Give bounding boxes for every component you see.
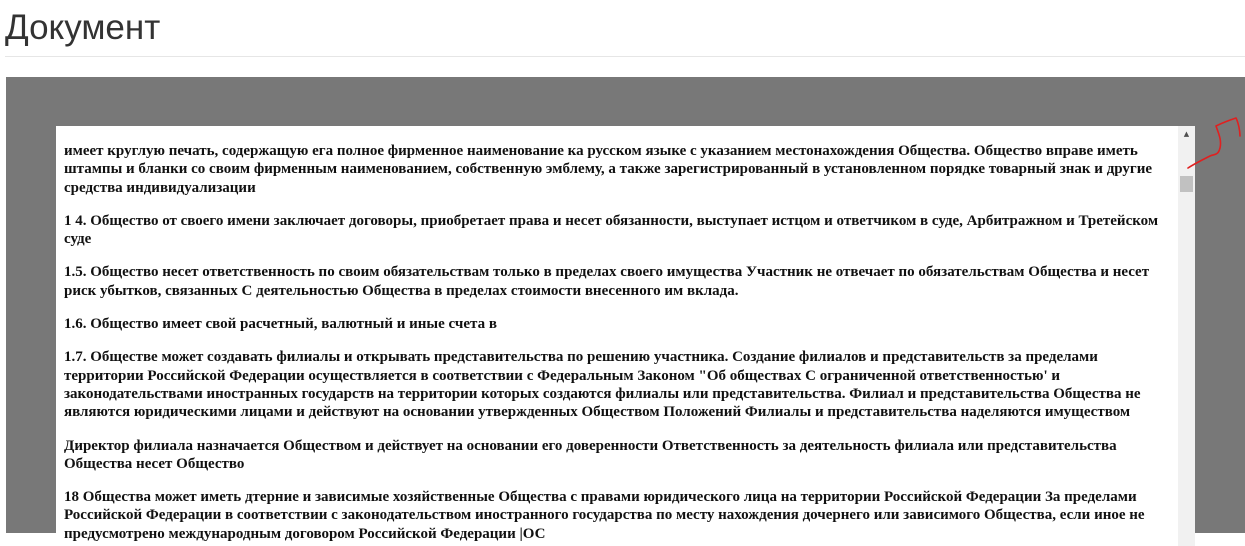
document-viewer[interactable] (6, 77, 1245, 542)
doc-paragraph: 1.5. Общество несет ответственность по своим обязательствам только в пределах своего имущества Участник не отвечает по обязательствам Общества и несет риск убытков, связанных С деятельностью Общества в пределах стоимости внесенного им вклада. (64, 264, 1150, 299)
doc-paragraph: 1 4. Общество от своего имени заключает договоры, приобретает права и несет обязанности, выступает истцом и ответчиком в суде, Арбитражном и Третейском суде (64, 212, 1159, 248)
doc-paragraph: 18 Общества может иметь дтерние и зависимые хозяйственные Общества с правами юридического лица на территории Российской Федерации За пределами Российской Федерации в соответствии с законодательством иностранного государства по месту нахождения дочернего или зависимого Общества, если иное не предусмотрено международным договором Российской Федерации |ОС (64, 489, 1145, 542)
title-divider (5, 56, 1245, 57)
document-scrollbar[interactable] (1178, 126, 1195, 546)
doc-paragraph: 1.7. Обществе может создавать филиалы и открывать представительства по решению участника. Создание филиалов и представительств за пределами территории Российской Федерации осуществляется в соответствии с Федеральным Законом "Об обществах С ограниченной ответственностью' и законодательствами иностранных государств на территории которых создаются филиалы или представительства. Филиал и представительства Общества не являются юридическими лицами и действуют на основании утвержденных Обществом Положений Филиалы и представительства наделяются имуществом (64, 349, 1141, 421)
scroll-up-arrow-icon[interactable]: ▲ (1183, 130, 1190, 138)
page-title: Документ (5, 8, 161, 47)
document-text (56, 126, 1178, 543)
red-arrow-annotation-icon (1180, 110, 1245, 175)
document-page (56, 126, 1178, 546)
doc-paragraph: 1.6. Общество имеет свой расчетный, валютный и иные счета в (64, 316, 497, 333)
scroll-thumb[interactable] (1180, 176, 1193, 192)
doc-paragraph: имеет круглую печать, содержащую ега полное фирменное наименование ка русском языке с указанием местонахождения Общества. Общество вправе иметь штампы и бланки со своим фирменным наименованием, собственную эмблему, а также зарегистрированный в установленном порядке товарный знак и другие средства индивидуализации (64, 143, 1153, 196)
doc-paragraph: Директор филиала назначается Обществом и действует на основании его доверенности Ответственность за деятельность филиала или представительства Общества несет Общество (64, 437, 1117, 472)
